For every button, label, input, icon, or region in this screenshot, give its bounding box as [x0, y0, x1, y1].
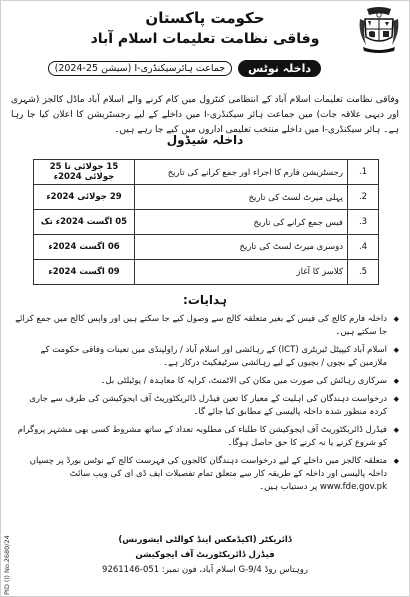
schedule-row-label: رجسٹریشن فارم کا اجراء اور جمع کرانے کی تاریخ	[135, 160, 348, 185]
schedule-row-label: پہلی میرٹ لسٹ کی تاریخ	[135, 185, 348, 210]
schedule-row-date: 29 جولائی 2024ء	[34, 185, 135, 210]
government-emblem-icon	[357, 7, 401, 53]
schedule-title: داخلہ شیڈول	[166, 133, 244, 147]
header-directorate-title: وفاقی نظامت تعلیمات اسلام آباد	[90, 31, 320, 47]
instruction-item: ◆ درخواست دہندگان کی اہلیت کے معیار کا تعین فیڈرل ڈائریکٹوریٹ آف ایجوکیشن کی طرف سے جاری کردہ منظور شدہ داخلہ پالیسی کے مطابق کیا جائے گا۔	[15, 393, 399, 419]
instructions-title: ہدایات:	[183, 293, 227, 307]
instructions-list	[15, 313, 399, 499]
schedule-row	[34, 185, 379, 210]
header-government-title: حکومت پاکستان	[145, 9, 265, 27]
schedule-row-date: 06 اگست 2024ء	[34, 235, 135, 260]
notice-title: داخلہ نوٹس	[238, 60, 321, 77]
instruction-item: ◆ اسلام آباد کیپیٹل ٹیریٹری (ICT) کے رہائشی اور اسلام آباد / راولپنڈی میں تعینات وفاقی حکومت کے ملازمین کے بچوں / بچیوں کے لیے رہائشی سرٹیفکیٹ درکار ہے۔	[15, 344, 399, 370]
instruction-item: ◆ سرکاری رہائش کی صورت میں مکان کی الاٹمنٹ، کرایہ کا معاہدہ / یوٹیلٹی بل۔	[15, 375, 399, 388]
schedule-row-date: 15 جولائی تا 25 جولائی 2024ء	[34, 160, 135, 185]
schedule-row	[34, 210, 379, 235]
schedule-row-number: 3.	[348, 210, 379, 235]
schedule-row-number: 4.	[348, 235, 379, 260]
pid-reference: PID (I) No.2680/24	[3, 535, 11, 595]
schedule-table	[33, 159, 379, 285]
schedule-row-date: 05 اگست 2024ء تک	[34, 210, 135, 235]
schedule-row	[34, 260, 379, 285]
footer-organization: فیڈرل ڈائریکٹوریٹ آف ایجوکیشن	[135, 550, 275, 560]
schedule-row-date: 09 اگست 2024ء	[34, 260, 135, 285]
schedule-row	[34, 235, 379, 260]
footer-address: روہتاس روڈ G-9/4 اسلام آباد، فون نمبر: 051-9261146	[102, 565, 308, 575]
schedule-row	[34, 160, 379, 185]
schedule-row-label: فیس جمع کرانے کی تاریخ	[135, 210, 348, 235]
notice-heading	[54, 57, 321, 79]
schedule-row-number: 1.	[348, 160, 379, 185]
footer-signature	[61, 533, 349, 578]
instruction-item: ◆ فیڈرل ڈائریکٹوریٹ آف ایجوکیشن کا طلباء کی مطلوبہ تعداد کے ساتھ مشروط کسی بھی مشتہر پروگرام کو شروع کرنے یا نہ کرنے کا حق حاصل ہوگا۔	[15, 424, 399, 450]
instruction-item: ◆ داخلہ فارم کالج کی فیس کے بغیر متعلقہ کالج سے وصول کیے جا سکتے ہیں اور واپس کالج میں جمع کرائے جا سکتے ہیں۔	[15, 313, 399, 339]
footer-designation: ڈائریکٹر (اکیڈمکس اینڈ کوالٹی ایشورنس)	[118, 535, 292, 545]
instruction-item: ◆ متعلقہ کالجز میں داخلے کے لیے درخواست دہندگان کالجوں کی فہرست کالج کے نوٹس بورڈ پر چسپاں داخلہ پالیسی اور داخلہ کے طریقہ کار سے متعلق تمام تفصیلات ایف ڈی ای کی ویب سائٹ www.fde.gov.pk پر دستیاب ہیں۔	[15, 455, 399, 494]
notice-subtitle: جماعت ہائرسیکنڈری-I (سیشن 25-2024)	[48, 61, 233, 76]
schedule-row-label: دوسری میرٹ لسٹ کی تاریخ	[135, 235, 348, 260]
schedule-row-number: 2.	[348, 185, 379, 210]
schedule-row-number: 5.	[348, 260, 379, 285]
header	[61, 7, 349, 49]
intro-paragraph: وفاقی نظامت تعلیمات اسلام آباد کے انتظامی کنٹرول میں کام کرنے والے اسلام آباد ماڈل کالجز (شہری اور دیہی علاقہ جات) میں جماعت ہائر سیکنڈری-I میں داخلے کے لیے رجسٹریشن کا اعلان کیا جا رہا ہے۔ ہائر سیکنڈری-I میں داخلے منتخب تعلیمی اداروں میں کیے جا رہے ہیں۔	[11, 95, 399, 135]
schedule-row-label: کلاسز کا آغاز	[135, 260, 348, 285]
